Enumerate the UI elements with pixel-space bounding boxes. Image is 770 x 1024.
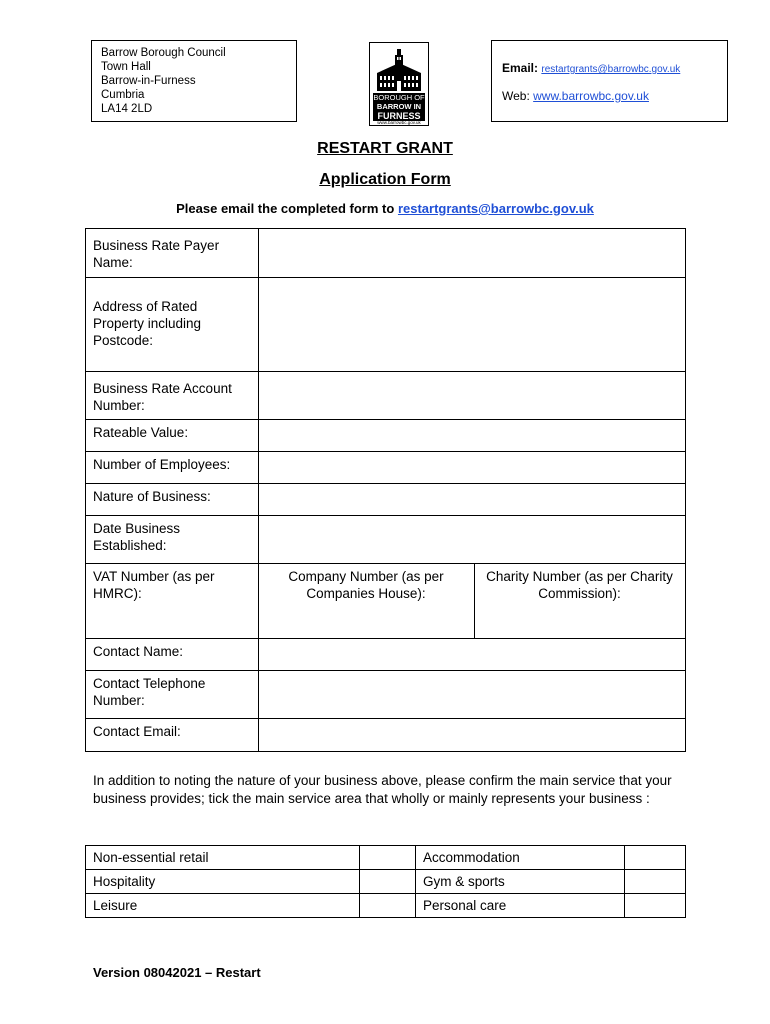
service-label: Hospitality <box>86 870 360 894</box>
logo-text: BARROW IN <box>373 102 425 111</box>
web-link[interactable]: www.barrowbc.gov.uk <box>533 89 649 103</box>
logo-url: www.barrowbc.gov.uk <box>377 120 421 125</box>
table-row <box>86 671 686 719</box>
contact-email-field[interactable] <box>259 719 686 752</box>
business-rate-payer-name-field[interactable] <box>259 229 686 278</box>
table-row <box>86 870 686 894</box>
address-line: Barrow Borough Council <box>101 47 226 59</box>
table-row <box>86 564 686 639</box>
service-checkbox[interactable] <box>625 846 686 870</box>
email-line <box>502 61 717 77</box>
service-checkbox[interactable] <box>360 870 416 894</box>
page-subtitle: Application Form <box>319 171 451 188</box>
service-label: Non-essential retail <box>86 846 360 870</box>
service-checkbox[interactable] <box>625 870 686 894</box>
address-line: Town Hall <box>101 61 151 73</box>
table-row <box>86 639 686 671</box>
field-label: Rateable Value: <box>86 420 259 452</box>
table-row <box>86 420 686 452</box>
instruction-email-link[interactable]: restartgrants@barrowbc.gov.uk <box>397 201 594 216</box>
service-label: Leisure <box>86 894 360 918</box>
field-label: Contact Name: <box>86 639 259 671</box>
council-address <box>91 40 297 122</box>
page-title: RESTART GRANT <box>317 140 453 157</box>
address-line: Barrow-in-Furness <box>101 75 196 87</box>
instruction <box>0 201 770 216</box>
contact-name-field[interactable] <box>259 639 686 671</box>
contact-telephone-field[interactable] <box>259 671 686 719</box>
table-row <box>86 516 686 564</box>
field-label: Address of Rated Property including Postcode: <box>86 278 259 372</box>
field-label: Business Rate Account Number: <box>86 372 259 420</box>
date-established-field[interactable] <box>259 516 686 564</box>
service-label: Accommodation <box>416 846 625 870</box>
vat-number-field[interactable]: VAT Number (as per HMRC): <box>86 564 259 639</box>
web-label: Web: <box>502 89 530 103</box>
logo-text: BOROUGH OF <box>373 93 425 102</box>
application-form-table <box>85 228 686 752</box>
account-number-field[interactable] <box>259 372 686 420</box>
nature-of-business-field[interactable] <box>259 484 686 516</box>
address-line: Cumbria <box>101 89 145 101</box>
service-area-table <box>85 845 686 918</box>
table-row <box>86 719 686 752</box>
table-row <box>86 229 686 278</box>
service-label: Gym & sports <box>416 870 625 894</box>
address-line: LA14 2LD <box>101 103 153 115</box>
table-row <box>86 484 686 516</box>
field-label: Number of Employees: <box>86 452 259 484</box>
table-row <box>86 372 686 420</box>
field-label: Contact Telephone Number: <box>86 671 259 719</box>
email-label: Email: <box>502 61 539 75</box>
rateable-value-field[interactable] <box>259 420 686 452</box>
instruction-text: Please email the completed form to <box>176 201 395 216</box>
employees-field[interactable] <box>259 452 686 484</box>
service-label: Personal care <box>416 894 625 918</box>
field-label: Contact Email: <box>86 719 259 752</box>
address-field[interactable] <box>259 278 686 372</box>
council-logo <box>369 42 429 126</box>
table-row <box>86 894 686 918</box>
table-row <box>86 452 686 484</box>
contact-details <box>491 40 728 122</box>
town-hall-icon <box>374 47 424 93</box>
web-line <box>502 89 717 105</box>
service-instruction: In addition to noting the nature of your business above, please confirm the main service that your business provides; tick the main service area that wholly or mainly represents your business : <box>93 773 672 806</box>
service-checkbox[interactable] <box>360 894 416 918</box>
email-link[interactable]: restartgrants@barrowbc.gov.uk <box>541 64 681 75</box>
logo-text: FURNESS <box>373 111 425 121</box>
charity-number-field[interactable]: Charity Number (as per Charity Commission): <box>475 564 686 639</box>
field-label: Business Rate Payer Name: <box>86 229 259 278</box>
company-number-field[interactable]: Company Number (as per Companies House): <box>259 564 475 639</box>
field-label: Nature of Business: <box>86 484 259 516</box>
table-row <box>86 278 686 372</box>
table-row <box>86 846 686 870</box>
version-footer: Version 08042021 – Restart <box>93 965 261 980</box>
service-checkbox[interactable] <box>625 894 686 918</box>
service-checkbox[interactable] <box>360 846 416 870</box>
field-label: Date Business Established: <box>86 516 259 564</box>
